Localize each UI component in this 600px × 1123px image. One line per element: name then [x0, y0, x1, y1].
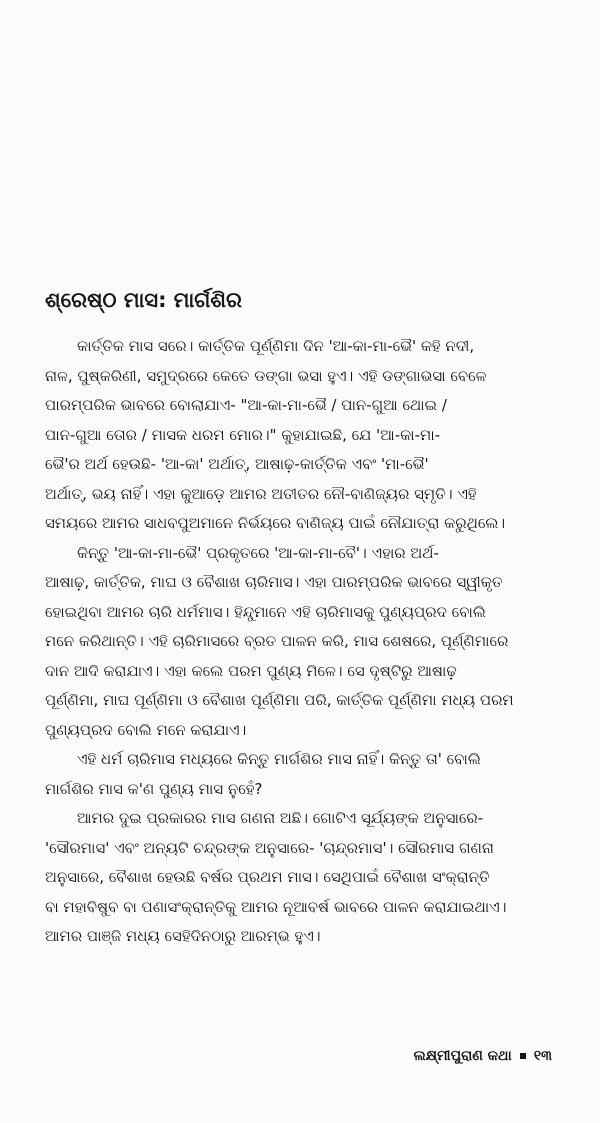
- text-line: 'ସୌରମାସ' ଏବଂ ଅନ୍ୟଟି ଚନ୍ଦ୍ରଙ୍କ ଅନୁସାରେ- 'ଚାନ୍ଦ୍ରମାସ'। ସୌରମାସ ଗଣନା: [45, 838, 494, 857]
- text-line: ନାଳ, ପୁଷ୍କରିଣୀ, ସମୁଦ୍ରରେ କେତେ ଡଙ୍ଗା ଭସା ହୁଏ। ଏହି ଡଙ୍ଗାଭସା ବେଳେ: [45, 366, 487, 385]
- paragraph: [45, 539, 555, 746]
- text-line: ସମୟରେ ଆମର ସାଧବପୁଅମାନେ ନିର୍ଭୟରେ ବାଣିଜ୍ୟ ପାଇଁ ନୌଯାତ୍ରା କରୁଥିଲେ।: [45, 514, 506, 532]
- book-title: ଲକ୍ଷ୍ମୀପୁରାଣ କଥା: [413, 1048, 512, 1064]
- text-line: ପୂର୍ଣ୍ଣିମା, ମାଘ ପୂର୍ଣ୍ଣିମା ଓ ବୈଶାଖ ପୂର୍ଣ୍ଣିମା ପରି, କାର୍ତ୍ତିକ ପୂର୍ଣ୍ଣିମା ମଧ୍ୟ ପରମ: [45, 691, 514, 709]
- text-line: ପାନ-ଗୁଆ ତୋର / ମାସକ ଧରମ ମୋର।" କୁହାଯାଇଛି, ଯେ 'ଆ-କା-ମା-: [45, 425, 441, 444]
- text-line: ମାର୍ଗଶିର ମାସ କ'ଣ ପୁଣ୍ୟ ମାସ ନୁହେଁ?: [45, 779, 263, 798]
- text-line: ଆମର ପାଞ୍ଜି ମଧ୍ୟ ସେହିଦିନଠାରୁ ଆରମ୍ଭ ହୁଏ।: [45, 927, 321, 945]
- text-line: ଆଷାଢ଼, କାର୍ତ୍ତିକ, ମାଘ ଓ ବୈଶାଖ ଚାରିମାସ। ଏହା ପାରମ୍ପରିକ ଭାବରେ ସ୍ୱୀକୃତ: [45, 573, 503, 591]
- body-text: [45, 332, 555, 952]
- text-line: ଭୈ'ର ଅର୍ଥ ହେଉଛି- 'ଆ-କା' ଅର୍ଥାତ୍, ଆଷାଢ଼-କାର୍ତ୍ତିକ ଏବଂ 'ମା-ଭୈ': [45, 455, 429, 473]
- text-line: ବା ମହାବିଷୁବ ବା ପଣାସଂକ୍ରାନ୍ତିକୁ ଆମର ନୂଆବର୍ଷ ଭାବରେ ପାଳନ କରାଯାଇଥାଏ।: [45, 897, 507, 916]
- page-number: ୧୩: [533, 1048, 552, 1064]
- text-line: ଅର୍ଥାତ୍, ଭୟ ନାହିଁ। ଏହା କୁଆଡ଼େ ଆମର ଅତୀତର ନୌ-ବାଣିଜ୍ୟର ସ୍ମୃତି। ଏହି: [45, 484, 477, 503]
- square-bullet-icon: [520, 1053, 526, 1059]
- text-line: କାର୍ତ୍ତିକ ମାସ ସରେ। କାର୍ତ୍ତିକ ପୂର୍ଣ୍ଣିମା ଦିନ 'ଆ-କା-ମା-ଭୈ' କହି ନଦୀ,: [77, 337, 475, 355]
- chapter-heading: ଶ୍ରେଷ୍ଠ ମାସ: ମାର୍ଗଶିର: [45, 288, 242, 312]
- text-line: ହୋଇଥିବା ଆମର ଚାରି ଧର୍ମମାସ। ହିନ୍ଦୁମାନେ ଏହି ଚାରିମାସକୁ ପୁଣ୍ୟପ୍ରଦ ବୋଲି: [45, 602, 486, 621]
- paragraph: [45, 804, 555, 952]
- text-line: ଆମର ଦୁଇ ପ୍ରକାରର ମାସ ଗଣନା ଅଛି। ଗୋଟିଏ ସୂର୍ଯ୍ୟଙ୍କ ଅନୁସାରେ-: [77, 809, 484, 827]
- text-line: ମନେ କରିଥାନ୍ତି। ଏହି ଚାରିମାସରେ ବ୍ରତ ପାଳନ କରି, ମାସ ଶେଷରେ, ପୂର୍ଣ୍ଣିମାରେ: [45, 632, 509, 650]
- page-footer: [414, 1048, 552, 1064]
- text-line: ଅନୁସାରେ, ବୈଶାଖ ହେଉଛି ବର୍ଷର ପ୍ରଥମ ମାସ। ସେଥିପାଇଁ ବୈଶାଖ ସଂକ୍ରାନ୍ତି: [45, 868, 490, 886]
- paragraph: [45, 745, 555, 804]
- text-line: ଏହି ଧର୍ମ ଚାରିମାସ ମଧ୍ୟରେ କିନ୍ତୁ ମାର୍ଗଶିର ମାସ ନାହିଁ। କିନ୍ତୁ ତା' ବୋଲି: [77, 750, 481, 768]
- text-line: ପୁଣ୍ୟପ୍ରଦ ବୋଲି ମନେ କରାଯାଏ।: [45, 720, 247, 739]
- text-line: କିନ୍ତୁ 'ଆ-କା-ମା-ଭୈ' ପ୍ରକୃତରେ 'ଆ-କା-ମା-ବୈ'। ଏହାର ଅର୍ଥ-: [77, 543, 439, 562]
- text-line: ଦାନ ଆଦି କରାଯାଏ। ଏହା କଲେ ପରମ ପୁଣ୍ୟ ମିଳେ। ସେ ଦୃଷ୍ଟିରୁ ଆଷାଢ଼: [45, 661, 457, 680]
- text-line: ପାରମ୍ପରିକ ଭାବରେ ବୋଲାଯାଏ- "ଆ-କା-ମା-ଭୈ / ପାନ-ଗୁଆ ଥୋଇ /: [45, 396, 447, 414]
- paragraph: [45, 332, 555, 539]
